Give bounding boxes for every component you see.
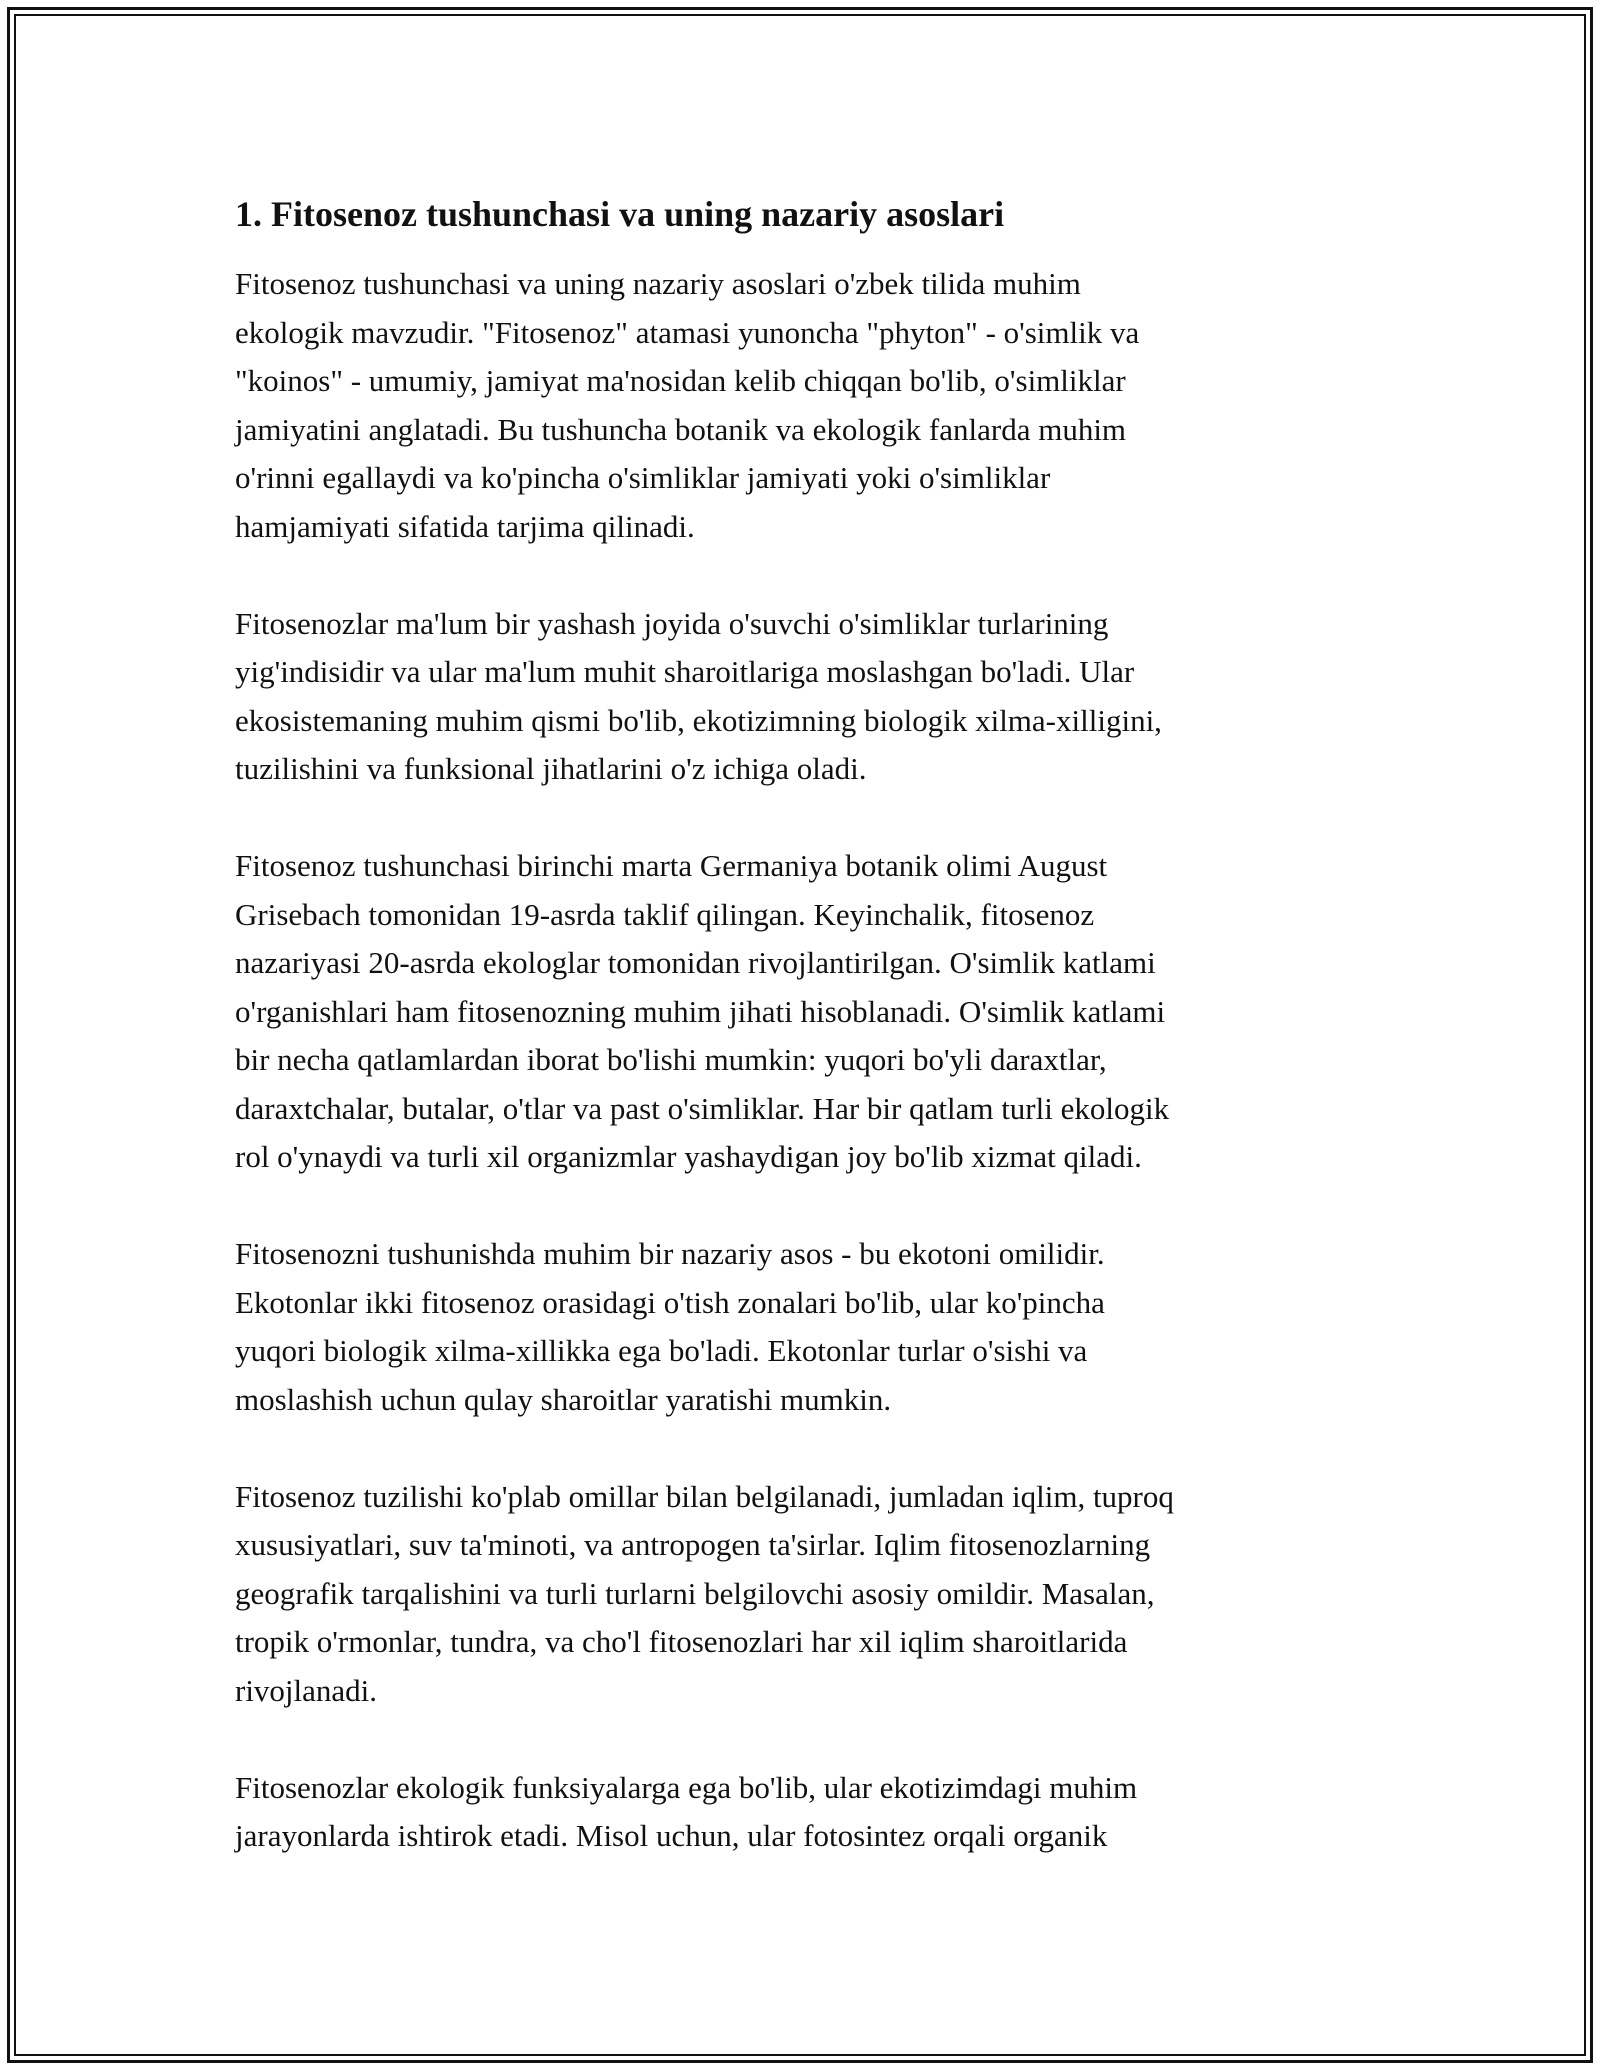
paragraph-1 — [235, 260, 1355, 551]
text-line: "koinos" - umumiy, jamiyat ma'nosidan kelib chiqqan bo'lib, o'simliklar — [235, 363, 1126, 398]
text-line: Fitosenozlar ekologik funksiyalarga ega bo'lib, ular ekotizimdagi muhim — [235, 1769, 1138, 1805]
text-line: daraxtchalar, butalar, o'tlar va past o'simliklar. Har bir qatlam turli ekologik — [235, 1090, 1170, 1126]
paragraph-3 — [235, 842, 1355, 1182]
text-line: Fitosenoz tushunchasi birinchi marta Germaniya botanik olimi August — [235, 848, 1108, 883]
text-line: bir necha qatlamlardan iborat bo'lishi mumkin: yuqori bo'yli daraxtlar, — [235, 1042, 1107, 1077]
paragraph-4 — [235, 1230, 1355, 1424]
text-line: Fitosenoz tushunchasi va uning nazariy asoslari o'zbek tilida muhim — [235, 266, 1081, 301]
document-body — [235, 188, 1355, 1909]
text-line: yig'indisidir va ular ma'lum muhit sharoitlariga moslashgan bo'ladi. Ular — [235, 654, 1135, 689]
text-line: rol o'ynaydi va turli xil organizmlar yashaydigan joy bo'lib xizmat qiladi. — [235, 1139, 1142, 1174]
text-line: o'rganishlari ham fitosenozning muhim jihati hisoblanadi. O'simlik katlami — [235, 993, 1166, 1029]
text-line: moslashish uchun qulay sharoitlar yaratishi mumkin. — [235, 1381, 892, 1417]
paragraph-list — [235, 260, 1355, 1861]
text-line: geografik tarqalishini va turli turlarni belgilovchi asosiy omildir. Masalan, — [235, 1575, 1155, 1611]
text-line: hamjamiyati sifatida tarjima qilinadi. — [235, 508, 695, 544]
text-line: Grisebach tomonidan 19-asrda taklif qilingan. Keyinchalik, fitosenoz — [235, 896, 1095, 932]
text-line: xususiyatlari, suv ta'minoti, va antropogen ta'sirlar. Iqlim fitosenozlarning — [235, 1527, 1151, 1562]
text-line: Fitosenozlar ma'lum bir yashash joyida o'suvchi o'simliklar turlarining — [235, 605, 1109, 641]
text-line: tuzilishini va funksional jihatlarini o'z ichiga oladi. — [235, 751, 867, 786]
text-line: nazariyasi 20-asrda ekologlar tomonidan rivojlantirilgan. O'simlik katlami — [235, 945, 1156, 980]
text-line: Fitosenoz tuzilishi ko'plab omillar bilan belgilanadi, jumladan iqlim, tuproq — [235, 1478, 1174, 1514]
text-line: Fitosenozni tushunishda muhim bir nazariy asos - bu ekotoni omilidir. — [235, 1236, 1105, 1271]
text-line: rivojlanadi. — [235, 1672, 378, 1708]
text-line: o'rinni egallaydi va ko'pincha o'simliklar jamiyati yoki o'simliklar — [235, 460, 1051, 495]
text-line: tropik o'rmonlar, tundra, va cho'l fitosenozlari har xil iqlim sharoitlarida — [235, 1624, 1128, 1659]
section-heading: 1. Fitosenoz tushunchasi va uning nazariy asoslari — [235, 194, 1005, 234]
text-line: yuqori biologik xilma-xillikka ega bo'ladi. Ekotonlar turlar o'sishi va — [235, 1333, 1088, 1368]
text-line: ekosistemaning muhim qismi bo'lib, ekotizimning biologik xilma-xilligini, — [235, 702, 1162, 738]
paragraph-6 — [235, 1764, 1355, 1861]
paragraph-5 — [235, 1473, 1355, 1716]
text-line: jamiyatini anglatadi. Bu tushuncha botanik va ekologik fanlarda muhim — [235, 411, 1127, 447]
paragraph-2 — [235, 600, 1355, 794]
text-line: ekologik mavzudir. "Fitosenoz" atamasi yunoncha "phyton" - o'simlik va — [235, 314, 1140, 350]
text-line: Ekotonlar ikki fitosenoz orasidagi o'tish zonalari bo'lib, ular ko'pincha — [235, 1284, 1105, 1320]
text-line: jarayonlarda ishtirok etadi. Misol uchun, ular fotosintez orqali organik — [235, 1818, 1108, 1853]
